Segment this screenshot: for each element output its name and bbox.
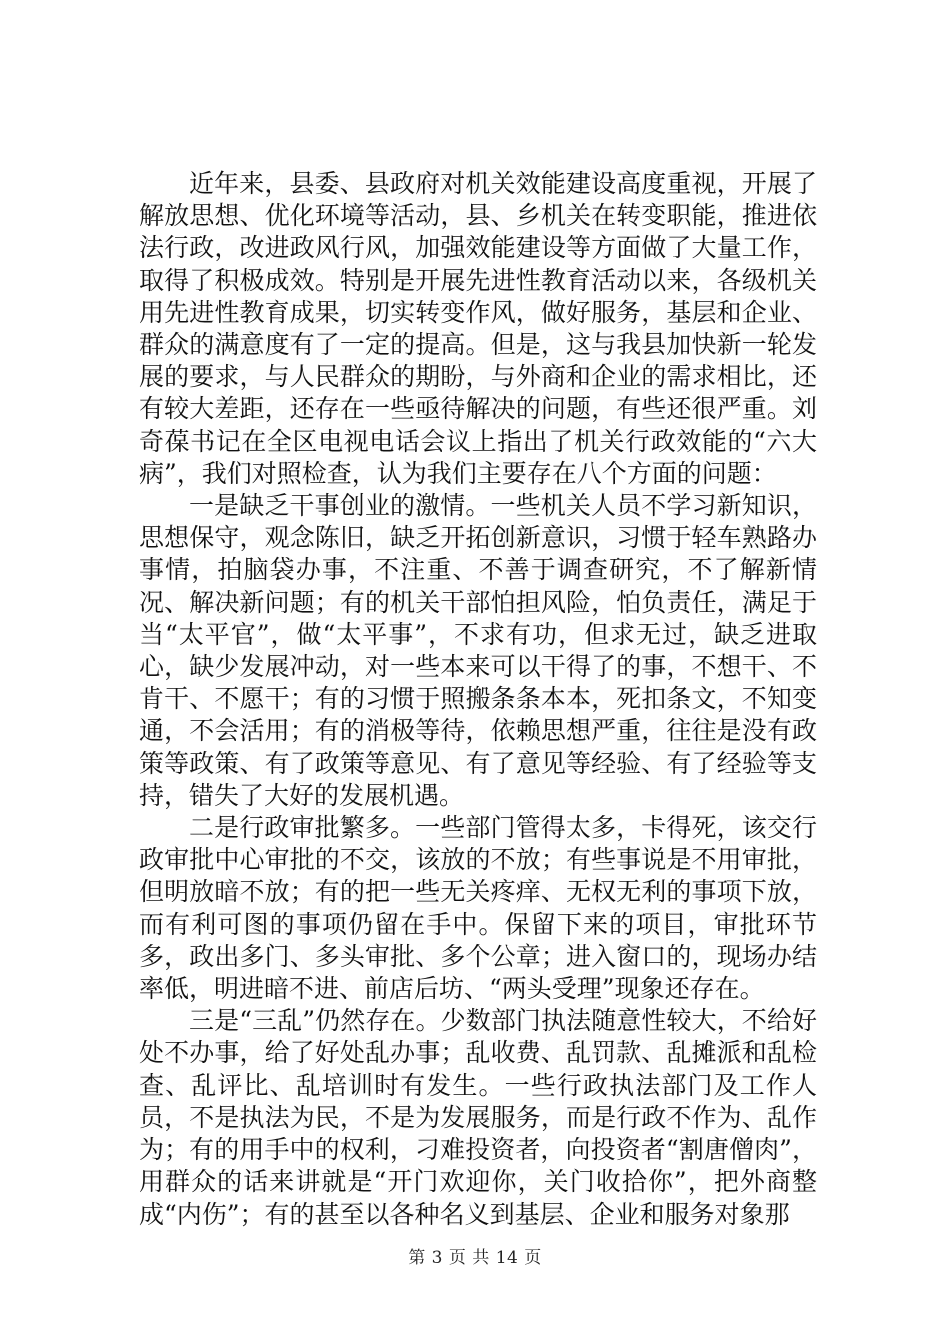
document-body bbox=[139, 168, 817, 1231]
page-number-footer: 第 3 页 共 14 页 bbox=[408, 1248, 542, 1268]
paragraph-problem-1: 一是缺乏干事创业的激情。一些机关人员不学习新知识，思想保守，观念陈旧，缺乏开拓创新意识，习惯于轻车熟路办事情，拍脑袋办事，不注重、不善于调查研究，不了解新情况、解决新问题；有的机关干部怕担风险，怕负责任，满足于当“太平官”，做“太平事”，不求有功，但求无过，缺乏进取心，缺少发展冲动，对一些本来可以干得了的事，不想干、不肯干、不愿干；有的习惯于照搬条条本本，死扣条文，不知变通，不会活用；有的消极等待，依赖思想严重，往往是没有政策等政策、有了政策等意见、有了意见等经验、有了经验等支持，错失了大好的发展机遇。 bbox=[139, 491, 817, 810]
paragraph-intro: 近年来，县委、县政府对机关效能建设高度重视，开展了解放思想、优化环境等活动，县、乡机关在转变职能，推进依法行政，改进政风行风，加强效能建设等方面做了大量工作，取得了积极成效。特别是开展先进性教育活动以来，各级机关用先进性教育成果，切实转变作风，做好服务，基层和企业、群众的满意度有了一定的提高。但是，这与我县加快新一轮发展的要求，与人民群众的期盼，与外商和企业的需求相比，还有较大差距，还存在一些亟待解决的问题，有些还很严重。刘奇葆书记在全区电视电话会议上指出了机关行政效能的“六大病”，我们对照检查，认为我们主要存在八个方面的问题： bbox=[139, 169, 817, 488]
paragraph-problem-2: 二是行政审批繁多。一些部门管得太多，卡得死，该交行政审批中心审批的不交，该放的不放；有些事说是不用审批，但明放暗不放；有的把一些无关疼痒、无权无利的事项下放，而有利可图的事项仍留在手中。保留下来的项目，审批环节多，政出多门、多头审批、多个公章；进入窗口的，现场办结率低，明进暗不进、前店后坊、“两头受理”现象还存在。 bbox=[139, 813, 817, 1004]
paragraph-problem-3: 三是“三乱”仍然存在。少数部门执法随意性较大，不给好处不办事，给了好处乱办事；乱收费、乱罚款、乱摊派和乱检查、乱评比、乱培训时有发生。一些行政执法部门及工作人员，不是执法为民，不是为发展服务，而是行政不作为、乱作为；有的用手中的权利，刁难投资者，向投资者“割唐僧肉”，用群众的话来讲就是“开门欢迎你，关门收拾你”，把外商整成“内伤”；有的甚至以各种名义到基层、企业和服务对象那 bbox=[139, 1006, 817, 1229]
